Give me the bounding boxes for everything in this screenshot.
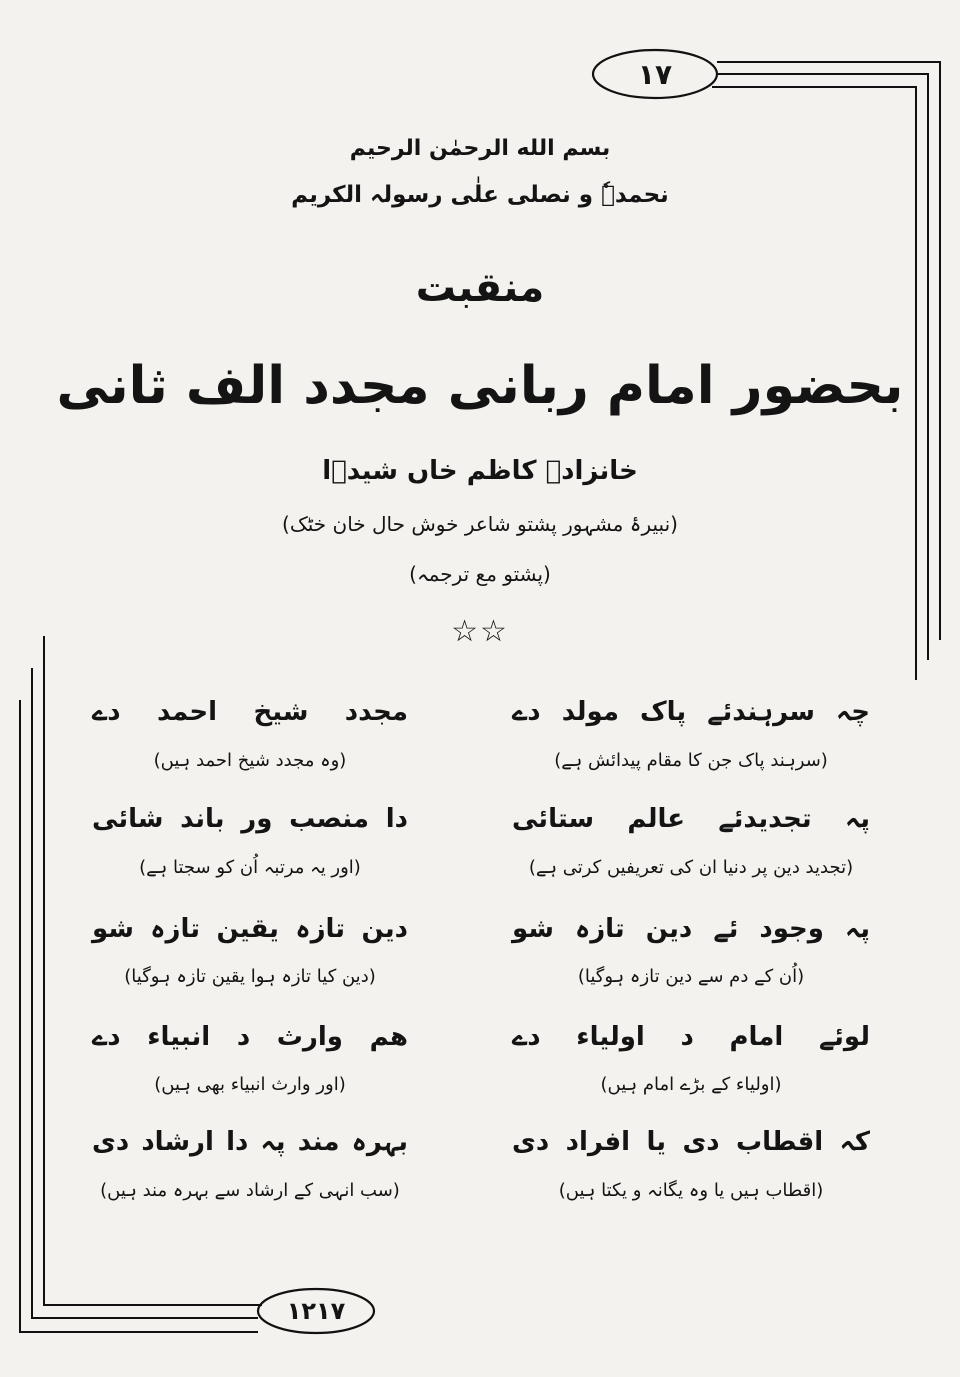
verse-line-right-1 [512, 688, 870, 736]
verse-word: تازہ [574, 914, 625, 944]
verse-line-left-1 [92, 688, 408, 736]
verse-line-left-5 [92, 1118, 408, 1166]
verse-word: وارث [276, 1022, 343, 1052]
salutation: نحمدہٗ و نصلی علٰی رسولہ الکریم [291, 182, 669, 208]
verse-word: سرہندئے [707, 697, 815, 727]
verse-word: یا [646, 1127, 666, 1157]
verse-line-right-2 [512, 795, 870, 843]
verse-word: یقین [216, 914, 279, 944]
verse-word: مولد [561, 697, 619, 727]
verse-word: شو [92, 914, 134, 944]
verse-word: تجدیدئے [718, 804, 812, 834]
verse-word: افراد [565, 1127, 631, 1157]
verse-word: بہرہ [351, 1127, 408, 1157]
verse-line-right-4 [512, 1013, 870, 1061]
verse-word: لوئے [818, 1022, 870, 1052]
basmala: بسم الله الرحمٰن الرحیم [349, 136, 611, 161]
verse-line-left-3 [92, 905, 408, 953]
page-number-top: ١٧ [637, 57, 673, 91]
verse-word: ور [241, 804, 273, 834]
translation-right-3: (اُن کے دم سے دین تازہ ہوگیا) [577, 966, 805, 987]
verse-word: پہ [260, 1127, 286, 1157]
verse-word: پہ [845, 804, 870, 834]
verse-word: مجدد [344, 697, 408, 727]
translation-left-1: (وہ مجدد شیخ احمد ہیں) [153, 750, 347, 771]
verse-word: باند [180, 804, 225, 834]
verse-word: ستائی [512, 804, 595, 834]
verse-word: اقطاب [736, 1127, 824, 1157]
translation-right-1: (سرہند پاک جن کا مقام پیدائش ہے) [554, 750, 828, 771]
verse-word: پہ [845, 914, 870, 944]
verse-word: دے [92, 697, 121, 727]
language-note: (پشتو مع ترجمہ) [409, 562, 551, 586]
verse-word: عالم [627, 804, 686, 834]
verse-word: د [236, 1022, 251, 1052]
verse-word: دا [385, 804, 408, 834]
star-ornament: ☆☆ [451, 614, 509, 649]
verse-word: مند [297, 1127, 340, 1157]
verse-word: امام [729, 1022, 784, 1052]
verse-word: د [680, 1022, 694, 1052]
translation-right-5: (اقطاب ہیں یا وہ یگانہ و یکتا ہیں) [558, 1180, 824, 1201]
verse-word: دے [512, 1022, 541, 1052]
translation-right-4: (اولیاء کے بڑے امام ہیں) [600, 1074, 782, 1095]
verse-line-right-5 [512, 1118, 870, 1166]
verse-word: کہ [839, 1127, 870, 1157]
verse-word: تازہ [295, 914, 346, 944]
subject-title: بحضور امام ربانی مجدد الف ثانی [56, 356, 904, 416]
verse-word: دی [512, 1127, 550, 1157]
verse-word: تازہ [150, 914, 201, 944]
translation-right-2: (تجدید دین پر دنیا ان کی تعریفیں کرتی ہے) [528, 857, 854, 878]
translation-left-5: (سب انہی کے ارشاد سے بہرہ مند ہیں) [100, 1180, 400, 1201]
verse-word: دے [92, 1022, 121, 1052]
verse-word: دین [645, 914, 693, 944]
verse-word: ھم [369, 1022, 408, 1052]
verse-word: شیخ [253, 697, 309, 727]
verse-word: شو [512, 914, 554, 944]
translation-left-4: (اور وارث انبیاء بھی ہیں) [154, 1074, 346, 1095]
translation-left-3: (دین کیا تازہ ہوا یقین تازہ ہوگیا) [124, 966, 376, 987]
verse-word: دا [226, 1127, 249, 1157]
verse-word: ئے [713, 914, 739, 944]
verse-word: منصب [289, 804, 369, 834]
author-name: خانزادہ کاظم خاں شیدؔا [322, 456, 638, 486]
author-lineage: (نبیرۂ مشہور پشتو شاعر خوش حال خان خٹک) [282, 512, 678, 536]
heading: منقبت [415, 265, 545, 311]
page-number-bottom: ١٢١٧ [286, 1297, 346, 1325]
verse-line-left-4 [92, 1013, 408, 1061]
verse-word: پاک [640, 697, 687, 727]
verse-word: شائی [92, 804, 164, 834]
verse-word: احمد [156, 697, 218, 727]
verse-word: چہ [836, 697, 870, 727]
verse-line-right-3 [512, 905, 870, 953]
verse-word: دی [682, 1127, 720, 1157]
verse-word: دین [361, 914, 408, 944]
translation-left-2: (اور یہ مرتبہ اُن کو سجتا ہے) [139, 857, 361, 878]
verse-word: انبیاء [147, 1022, 211, 1052]
verse-word: وجود [759, 914, 824, 944]
verse-word: دے [512, 697, 541, 727]
verse-word: دی [92, 1127, 130, 1157]
verse-word: ارشاد [141, 1127, 214, 1157]
verse-word: اولیاء [576, 1022, 645, 1052]
verse-line-left-2 [92, 795, 408, 843]
